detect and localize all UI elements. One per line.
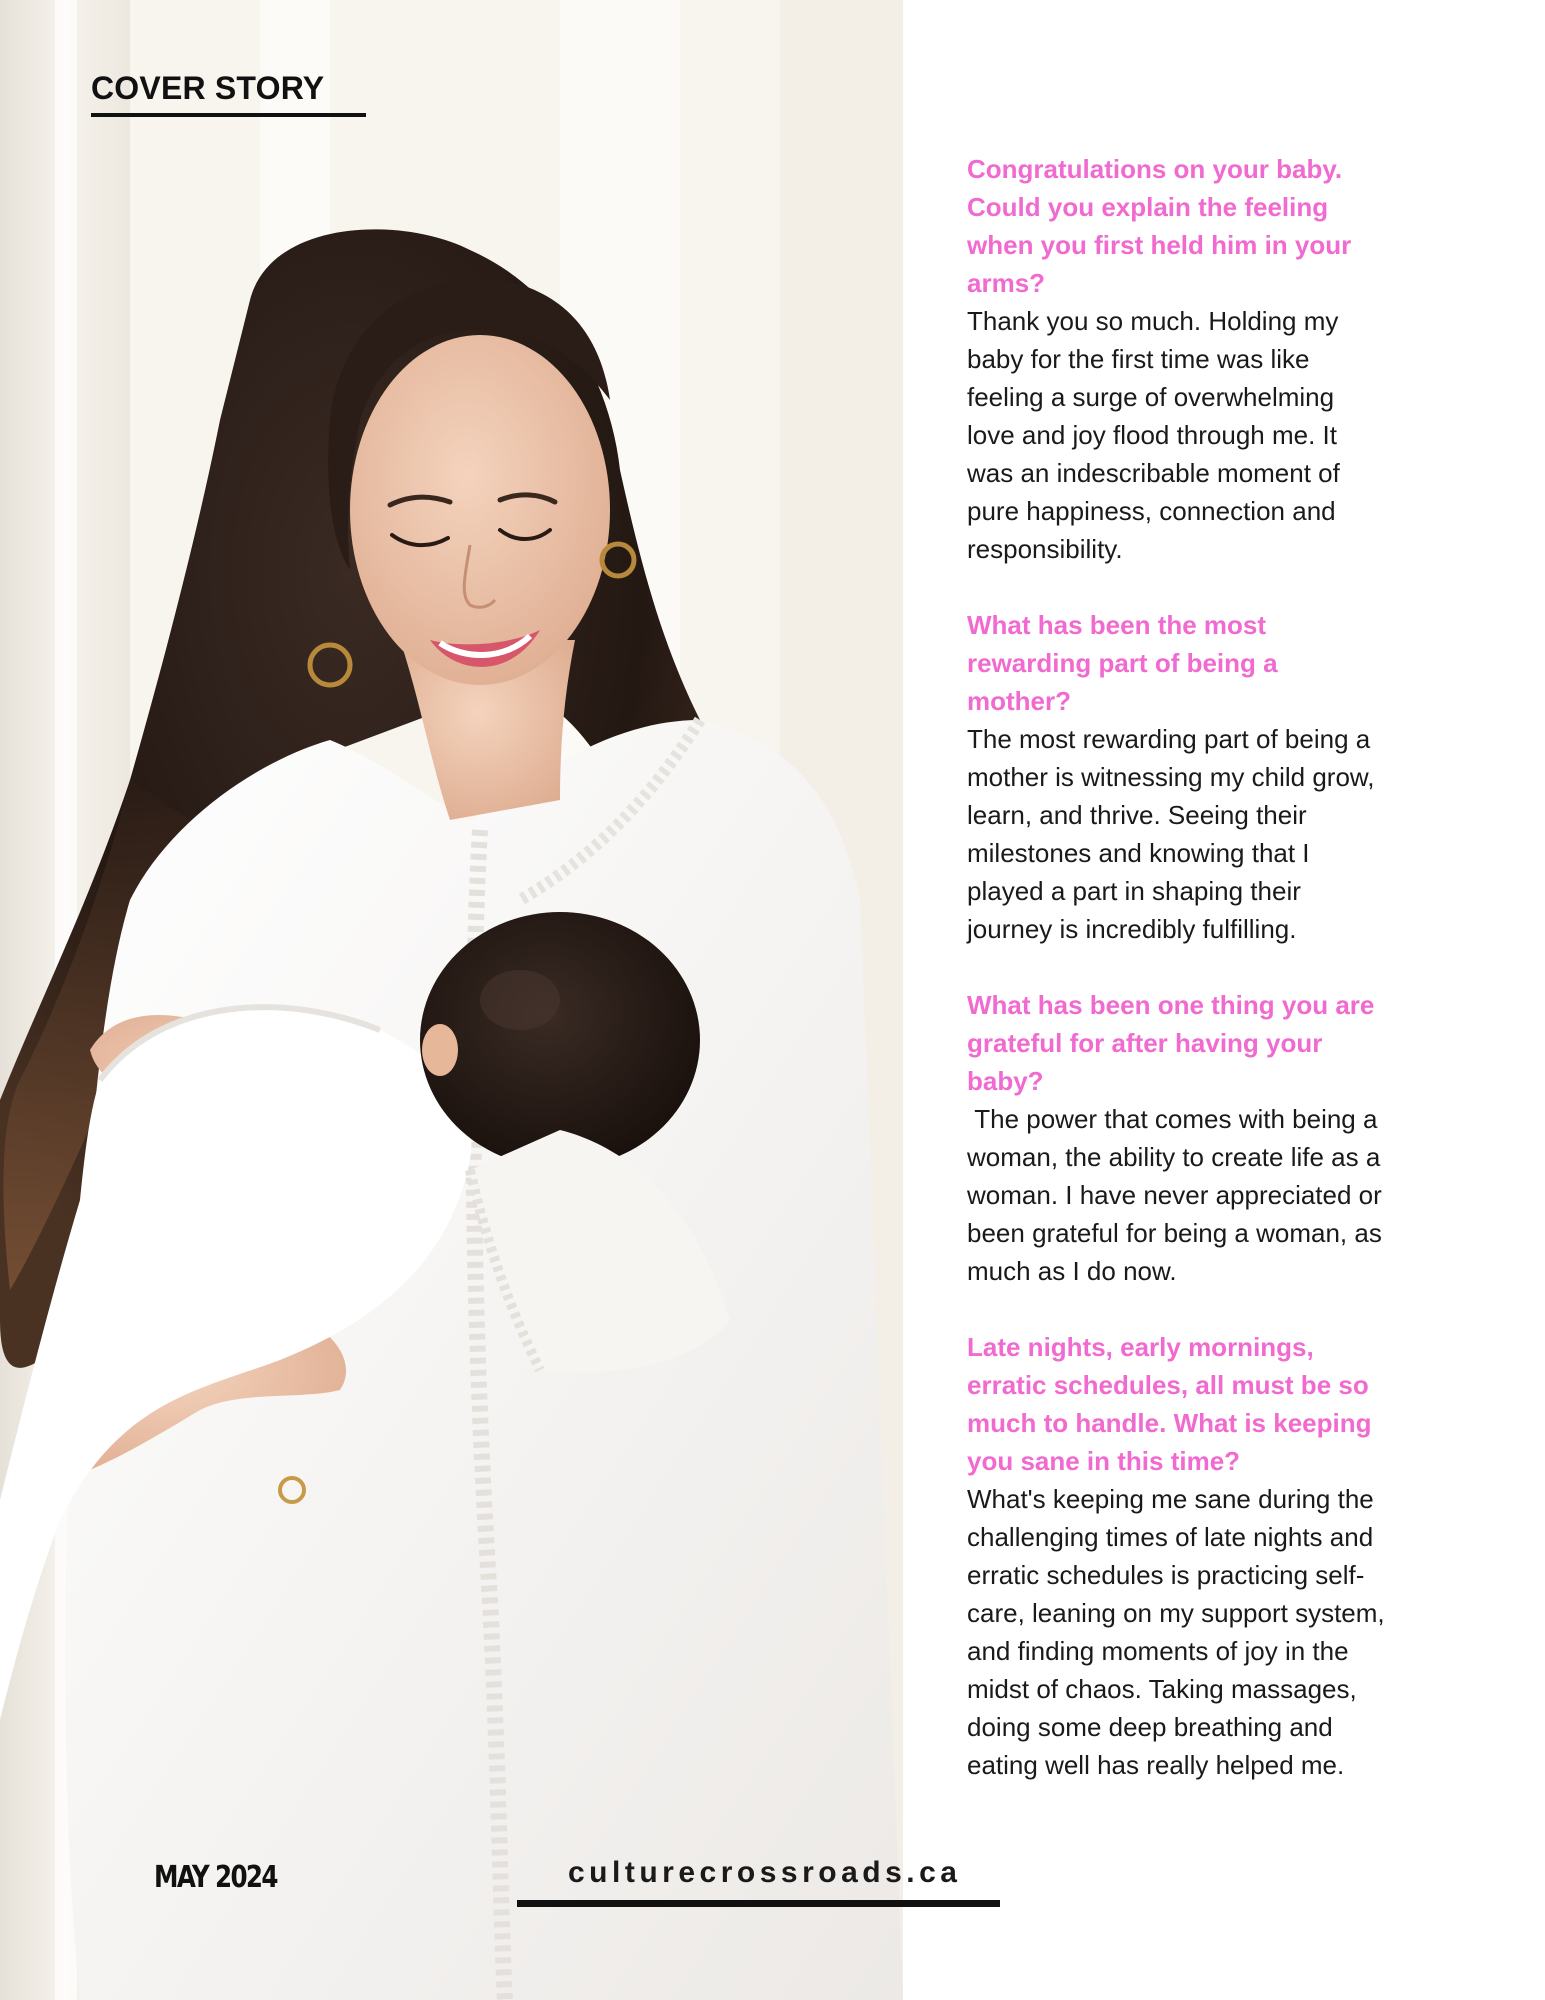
- interview-answer: Thank you so much. Holding my baby for the first time was like feeling a surge of overwhelming love and joy flood through me. It was an indescribable moment of pure happiness, connection and responsibility.: [967, 306, 1348, 564]
- qa-block: [967, 606, 1387, 948]
- interview-article: [967, 150, 1392, 1784]
- interview-question: What has been the most rewarding part of being a mother?: [967, 610, 1278, 716]
- issue-date: MAY 2024: [154, 1860, 277, 1895]
- interview-question: What has been one thing you are grateful for after having your baby?: [967, 990, 1375, 1096]
- website-link[interactable]: culturecrossroads.ca: [568, 1856, 962, 1889]
- qa-block: [967, 986, 1390, 1290]
- qa-block: [967, 150, 1387, 568]
- qa-block: [967, 1328, 1392, 1784]
- section-label: COVER STORY: [91, 70, 325, 106]
- interview-question: Late nights, early mornings, erratic schedules, all must be so much to handle. What is keeping you sane in this time?: [967, 1332, 1372, 1476]
- section-underline: [91, 113, 366, 117]
- interview-answer: The power that comes with being a woman, the ability to create life as a woman. I have never appreciated or been grateful for being a woman, as much as I do now.: [967, 1104, 1390, 1286]
- footer-underline: [517, 1900, 1000, 1907]
- interview-answer: What's keeping me sane during the challenging times of late nights and erratic schedules is practicing self-care, leaning on my support system, and finding moments of joy in the midst of chaos. Taking massages, doing some deep breathing and eating well has really helped me.: [967, 1484, 1392, 1780]
- interview-answer: The most rewarding part of being a mother is witnessing my child grow, learn, and thrive. Seeing their milestones and knowing that I played a part in shaping their journey is incredibly fulfilling.: [967, 724, 1382, 944]
- interview-question: Congratulations on your baby. Could you explain the feeling when you first held him in your arms?: [967, 154, 1352, 298]
